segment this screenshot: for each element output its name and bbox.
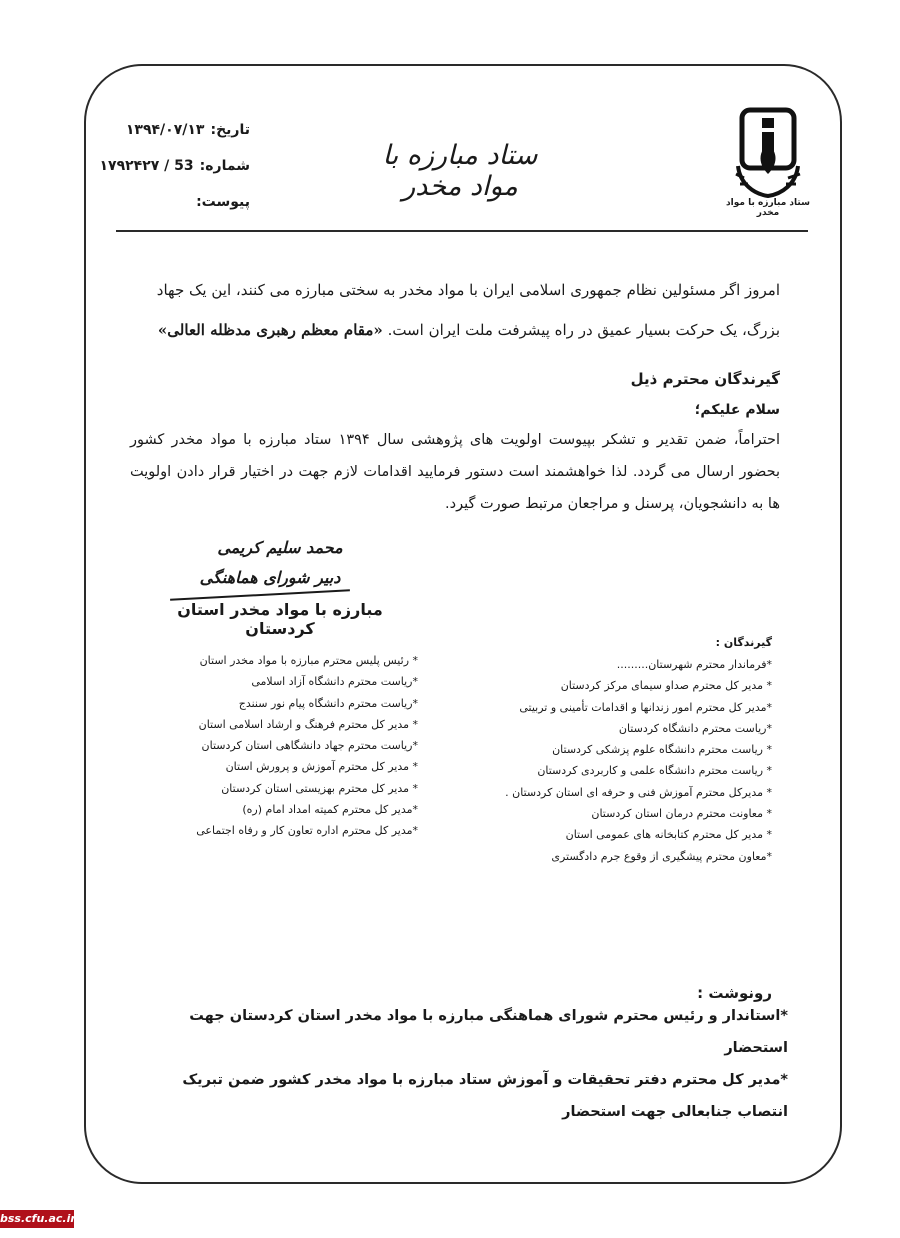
copy-heading: رونوشت : [697,984,772,1002]
list-item: * رئیس پلیس محترم مبارزه با مواد مخدر استان [199,654,418,667]
list-item: *مدیر کل محترم دفتر تحقیقات و آموزش ستاد مبارزه با مواد مخدر کشور ضمن تبریک انتصاب جنابعالی جهت استحضار [182,1072,788,1120]
signatory-name: محمد سلیم کریمی [217,538,343,557]
list-item: * مدیر کل محترم آموزش و پرورش استان [225,760,418,774]
number-value: ۱۷۹۲۴۲۷ / 53 [99,158,194,174]
cc-label: گیرندگان : [715,636,772,649]
letter-body: احتراماً، ضمن تقدیر و تشکر بپیوست اولویت های پژوهشی سال ۱۳۹۴ ستاد مبارزه با مواد مخدر کشور بحضور ارسال می گردد. لذا خواهشمند است دستور فرمایید اقدامات لازم جهت در اختیار قرار دادن اولویت ها به دانشجویان، پرسنل و مراجعان مرتبط صورت گیرد. [130,432,781,512]
list-item: *معاون محترم پیشگیری از وقوع جرم دادگستری [551,849,772,863]
cc-left-column [178,650,418,842]
attachment-row [110,184,250,220]
list-item: *ریاست محترم جهاد دانشگاهی استان کردستان [201,739,418,753]
copy-list [168,1000,788,1128]
attachment-label: پیوست: [196,194,250,210]
quote-text: امروز اگر مسئولین نظام جمهوری اسلامی ایران با مواد مخدر به سختی مبارزه می کنند، این یک جهاد بزرگ، یک حرکت بسیار عمیق در راه پیشرفت ملت ایران است. [156,281,780,339]
list-item: *مدیر کل محترم اداره تعاون کار و رفاه اجتماعی [196,824,418,838]
letter-meta [99,112,250,220]
list-item: * مدیر کل محترم بهزیستی استان کردستان [221,781,418,795]
list-item: * مدیر کل محترم کتابخانه های عمومی استان [565,828,772,842]
list-item: * مدیر کل محترم فرهنگ و ارشاد اسلامی استان [198,717,418,731]
list-item: *مدیر کل محترم کمیته امداد امام (ره) [242,803,418,817]
cc-right-column [505,654,772,867]
signatory-title: دبیر شورای هماهنگی [199,568,341,587]
list-item: * مدیرکل محترم آموزش فنی و حرفه ای استان کردستان . [505,785,772,799]
number-row [99,148,250,184]
quote-attribution: «مقام معظم رهبری مدظله العالی» [157,321,383,339]
list-item: *استاندار و رئیس محترم شورای هماهنگی مبارزه با مواد مخدر استان کردستان جهت استحضار [189,1008,788,1056]
list-item: *ریاست محترم دانشگاه پیام نور سنندج [238,696,418,710]
drug-control-emblem-icon [728,104,808,212]
number-label: شماره: [199,158,250,174]
list-item: *ریاست محترم دانشگاه کردستان [618,721,772,735]
site-badge-link[interactable]: bss.cfu.ac.ir [0,1210,74,1228]
salutation: سلام علیکم؛ [694,402,780,418]
leader-quote [150,270,780,350]
header-divider [116,230,808,232]
list-item: *ریاست محترم دانشگاه آزاد اسلامی [251,675,418,689]
date-value: ۱۳۹۴/۰۷/۱۳ [125,122,205,138]
date-label: تاریخ: [210,122,250,138]
list-item: * ریاست محترم دانشگاه علمی و کاربردی کردستان [537,764,772,778]
recipients-heading: گیرندگان محترم ذیل [630,370,780,388]
logo-caption: ستاد مبارزه با مواد مخدر [726,198,810,218]
list-item: * معاونت محترم درمان استان کردستان [591,807,772,821]
date-row [110,112,250,148]
list-item: *فرماندار محترم شهرستان......... [616,658,772,671]
letterhead-title: ستاد مبارزه با مواد مخدر [382,140,538,202]
list-item: * ریاست محترم دانشگاه علوم پزشکی کردستان [552,743,772,757]
list-item: *مدیر کل محترم امور زندانها و اقدامات تأمینی و تربیتی [519,700,772,714]
list-item: * مدیر کل محترم صداو سیمای مرکز کردستان [560,679,772,693]
signatory-organization: مبارزه با مواد مخدر استان کردستان [177,600,383,638]
